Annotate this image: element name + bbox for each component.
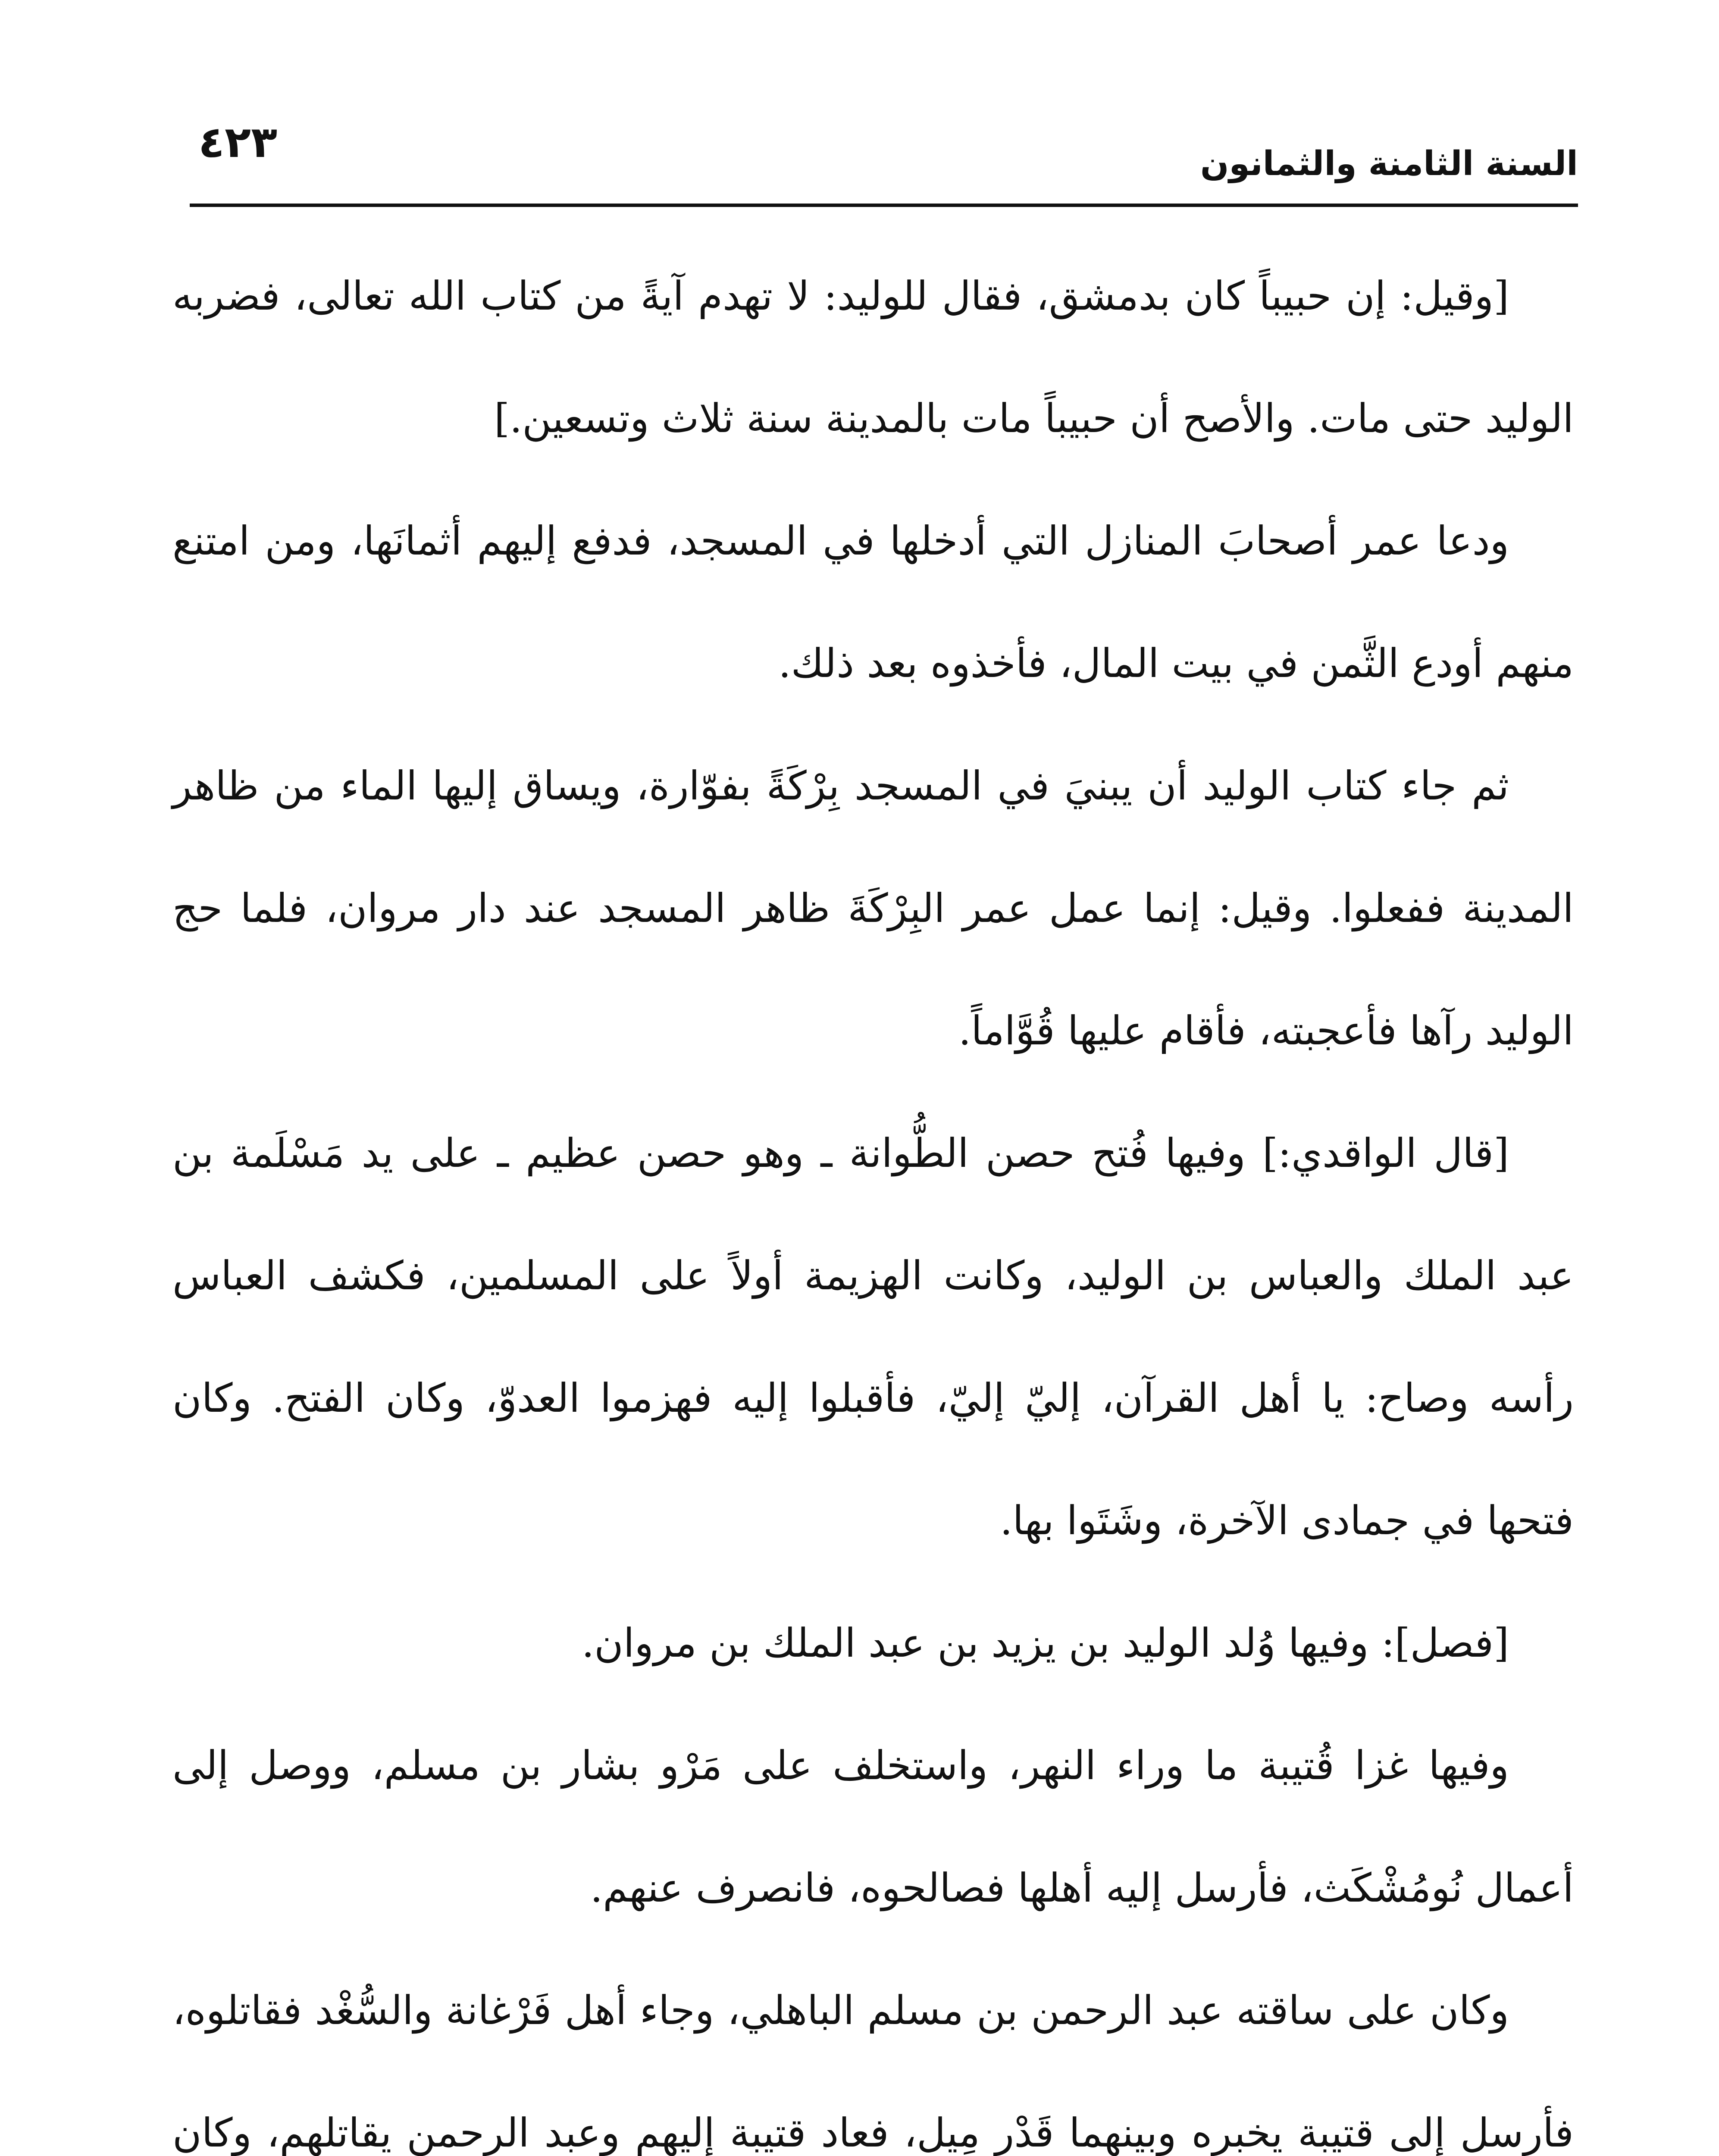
paragraph-qutayba-campaign: وفيها غزا قُتيبة ما وراء النهر، واستخلف على مَرْو بشار بن مسلم، ووصل إلى أعمال نُومُشْكَث، فأرسل إليه أهلها فصالحوه، فانصرف عنهم. [172, 1742, 1574, 1911]
running-title: السنة الثامنة والثمانون [1200, 144, 1578, 183]
paragraph-habib-death: [وقيل: إن حبيباً كان بدمشق، فقال للوليد: لا تهدم آيةً من كتاب الله تعالى، فضربه الوليد حتى مات. والأصح أن حبيباً مات بالمدينة سنة ثلاث وتسعين.] [172, 273, 1574, 442]
paragraph-fountain-pool: ثم جاء كتاب الوليد أن يبنيَ في المسجد بِرْكَةً بفوّارة، ويساق إليها الماء من ظاهر المدينة ففعلوا. وقيل: إنما عمل عمر البِرْكَةَ ظاهر المسجد عند دار مروان، فلما حج الوليد رآها فأعجبته، فأقام عليها قُوَّاماً. [172, 763, 1574, 1054]
paragraph-tuwana-conquest: [قال الواقدي:] وفيها فُتح حصن الطُّوانة ـ وهو حصن عظيم ـ على يد مَسْلَمة بن عبد الملك والعباس بن الوليد، وكانت الهزيمة أولاً على المسلمين، فكشف العباس رأسه وصاح: يا أهل القرآن، إليّ إليّ، فأقبلوا إليه فهزموا العدوّ، وكان الفتح. وكان فتحها في جمادى الآخرة، وشَتَوا بها. [172, 1130, 1574, 1544]
header-divider [190, 204, 1578, 207]
paragraph-rearguard-battle: وكان على ساقته عبد الرحمن بن مسلم الباهلي، وجاء أهل فَرْغانة والسُّغْد فقاتلوه، فأرسل إلى قتيبة يخبره وبينهما قَدْر مِيل، فعاد قتيبة إليهم وعبد الرحمن يقاتلهم، وكان [172, 1987, 1574, 2156]
page-number: ٤٢٣ [198, 117, 278, 167]
page-header [190, 103, 1578, 203]
main-text [172, 235, 1574, 2156]
paragraph-house-owners: ودعا عمر أصحابَ المنازل التي أدخلها في المسجد، فدفع إليهم أثمانَها، ومن امتنع منهم أودع الثَّمن في بيت المال، فأخذوه بعد ذلك. [172, 518, 1574, 686]
paragraph-birth-walid-yazid: [فصل]: وفيها وُلد الوليد بن يزيد بن عبد الملك بن مروان. [582, 1620, 1509, 1666]
